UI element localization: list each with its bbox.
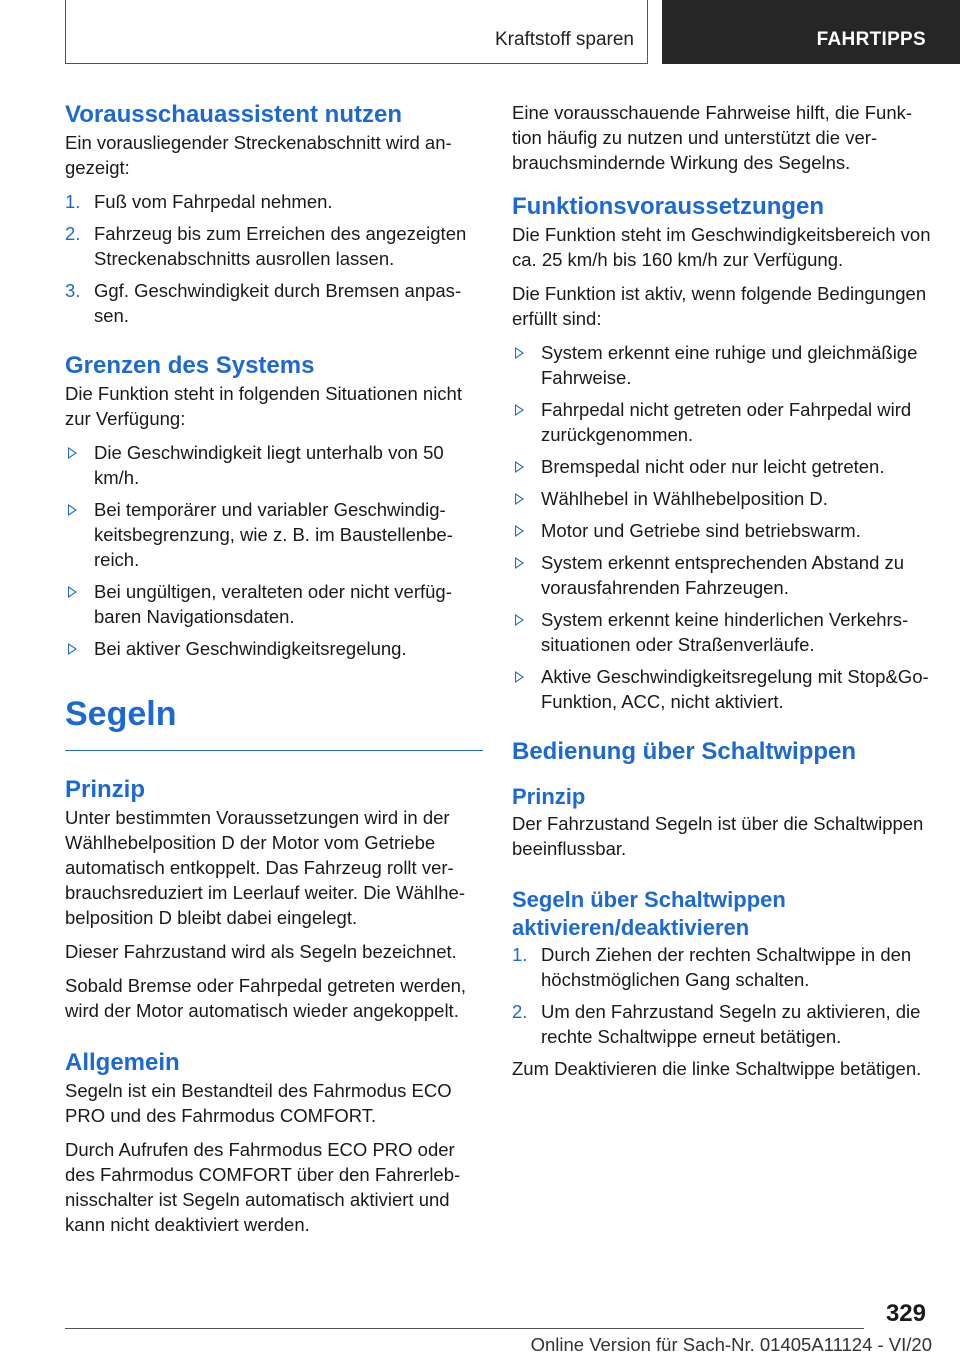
vor-intro: Ein vorausliegender Streckenabschnitt wird angezeigt: — [65, 132, 452, 178]
footer-online-version: Online Version für Sach-Nr. 01405A11124 - VI/20 — [530, 1334, 932, 1355]
right-intro: Eine vorausschauende Fahrweise hilft, die Funktion häufig zu nutzen und unterstützt die verbrauchsmindernde Wirkung des Segelns. — [512, 102, 913, 173]
funk-p1: Die Funktion steht im Geschwindigkeitsbereich von ca. 25 km/h bis 160 km/h zur Verfügung. — [512, 224, 931, 270]
list-item — [512, 999, 932, 1049]
heading-funktionsvoraussetzungen: Funktionsvoraussetzungen — [512, 193, 825, 220]
header-section-box — [65, 0, 648, 64]
grenzen-intro: Die Funktion steht in folgenden Situationen nicht zur Verfügung: — [65, 383, 462, 429]
heading-prinzip: Prinzip — [65, 776, 146, 803]
heading-allgemein: Allgemein — [65, 1049, 180, 1076]
triangle-bullet-icon — [515, 461, 524, 473]
step-number: 1. — [512, 944, 528, 965]
left-column — [65, 100, 483, 1246]
list-item: Bei temporärer und variabler Geschwindigkeitsbegrenzung, wie z. B. im Baustellenbereich. — [65, 497, 483, 572]
funk-p2: Die Funktion ist aktiv, wenn folgende Bedingungen erfüllt sind: — [512, 283, 927, 329]
step-number: 1. — [65, 191, 81, 212]
allgemein-p1: Segeln ist ein Bestandteil des Fahrmodus ECO PRO und des Fahrmodus COMFORT. — [65, 1080, 452, 1126]
prinzip-p1: Unter bestimmten Voraussetzungen wird in der Wählhebelposition D der Motor vom Getriebe automatisch entkoppelt. Das Fahrzeug rollt verbrauchsreduziert im Leerlauf weiter. Die Wählhebelposition D bleibt dabei eingelegt. — [65, 807, 465, 928]
footer-rule — [65, 1328, 864, 1329]
step-text: Fahrzeug bis zum Erreichen des angezeigten Streckenabschnitts ausrollen lassen. — [94, 223, 467, 269]
triangle-bullet-icon — [515, 671, 524, 683]
triangle-bullet-icon — [68, 586, 77, 598]
triangle-bullet-icon — [515, 347, 524, 359]
list-item — [65, 189, 483, 214]
prinzip-p3: Sobald Bremse oder Fahrpedal getreten werden, wird der Motor automatisch wieder angekoppelt. — [65, 975, 467, 1021]
list-item: System erkennt eine ruhige und gleichmäßige Fahrweise. — [512, 340, 932, 390]
step-text: Ggf. Geschwindigkeit durch Bremsen anpassen. — [94, 280, 462, 326]
triangle-bullet-icon — [515, 614, 524, 626]
list-item: Aktive Geschwindigkeitsregelung mit Stop&Go-Funktion, ACC, nicht aktiviert. — [512, 664, 932, 714]
step-text: Fuß vom Fahrpedal nehmen. — [94, 191, 333, 212]
header-section-label: Kraftstoff sparen — [494, 29, 634, 50]
triangle-bullet-icon — [515, 404, 524, 416]
grenzen-list — [65, 440, 483, 661]
step-number: 3. — [65, 280, 81, 301]
list-item: Bei ungültigen, veralteten oder nicht verfügbaren Navigationsdaten. — [65, 579, 483, 629]
triangle-bullet-icon — [68, 504, 77, 516]
segeln-p: Zum Deaktivieren die linke Schaltwippe betätigen. — [512, 1058, 922, 1079]
heading-prinzip-right: Prinzip — [512, 784, 586, 809]
heading-vorausschauassistent: Vorausschauassistent nutzen — [65, 101, 402, 128]
triangle-bullet-icon — [515, 493, 524, 505]
funk-list — [512, 340, 932, 714]
step-text: Durch Ziehen der rechten Schaltwippe in den höchstmöglichen Gang schalten. — [541, 944, 912, 990]
segeln-steps — [512, 942, 932, 1049]
triangle-bullet-icon — [68, 447, 77, 459]
heading-segeln-schaltwippen: Segeln über Schaltwippen aktivieren/deaktivieren — [512, 887, 786, 940]
header-chapter-label: FAHRTIPPS — [816, 29, 926, 50]
list-item: Bei aktiver Geschwindigkeitsregelung. — [65, 636, 483, 661]
list-item: Fahrpedal nicht getreten oder Fahrpedal wird zurückgenommen. — [512, 397, 932, 447]
list-item: System erkennt entsprechenden Abstand zu vorausfahrenden Fahrzeugen. — [512, 550, 932, 600]
list-item — [65, 221, 483, 271]
list-item: Motor und Getriebe sind betriebswarm. — [512, 518, 932, 543]
vor-steps — [65, 189, 483, 328]
page-number: 329 — [885, 1300, 926, 1327]
triangle-bullet-icon — [515, 525, 524, 537]
list-item — [512, 942, 932, 992]
heading-grenzen: Grenzen des Systems — [65, 352, 315, 379]
list-item — [65, 278, 483, 328]
step-text: Um den Fahrzustand Segeln zu aktivieren, die rechte Schaltwippe erneut betätigen. — [541, 1001, 921, 1047]
prinzip-p2: Dieser Fahrzustand wird als Segeln bezeichnet. — [65, 941, 457, 962]
list-item: System erkennt keine hinderlichen Verkehrssituationen oder Straßenverläufe. — [512, 607, 932, 657]
step-number: 2. — [512, 1001, 528, 1022]
triangle-bullet-icon — [515, 557, 524, 569]
step-number: 2. — [65, 223, 81, 244]
triangle-bullet-icon — [68, 643, 77, 655]
heading-bedienung: Bedienung über Schaltwippen — [512, 738, 857, 765]
list-item: Die Geschwindigkeit liegt unterhalb von 50 km/h. — [65, 440, 483, 490]
right-prinzip-p: Der Fahrzustand Segeln ist über die Schaltwippen beeinflussbar. — [512, 813, 924, 859]
header-chapter-tab — [662, 0, 960, 64]
right-column — [512, 100, 932, 1090]
list-item: Bremspedal nicht oder nur leicht getreten. — [512, 454, 932, 479]
allgemein-p2: Durch Aufrufen des Fahrmodus ECO PRO oder des Fahrmodus COMFORT über den Fahrerlebnisschalter ist Segeln automatisch aktiviert und kann nicht deaktiviert werden. — [65, 1139, 461, 1235]
heading-segeln: Segeln — [65, 695, 177, 733]
list-item: Wählhebel in Wählhebelposition D. — [512, 486, 932, 511]
